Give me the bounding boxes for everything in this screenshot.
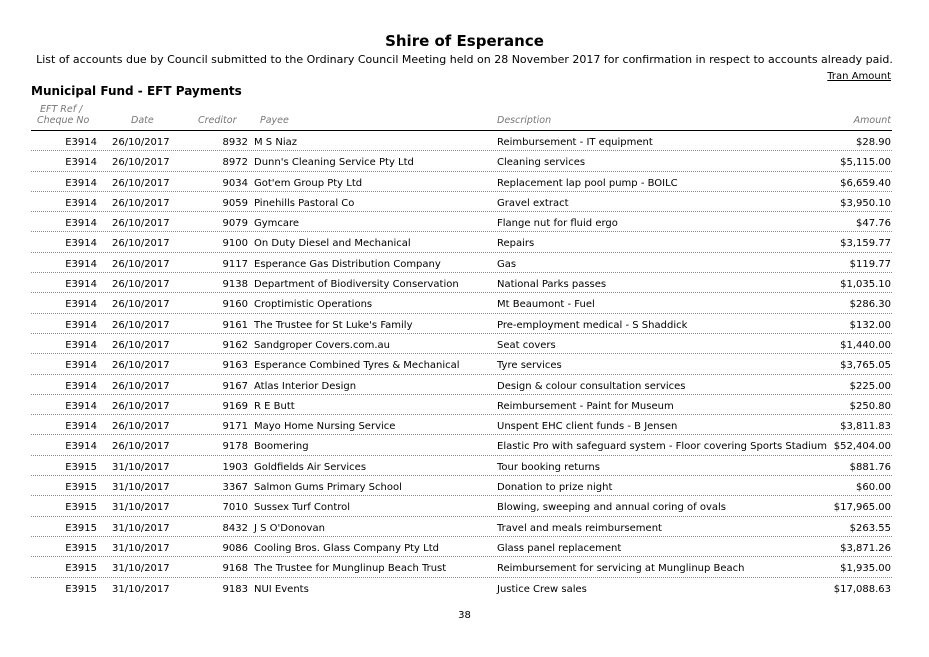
description-cell: National Parks passes (497, 279, 607, 291)
amount-cell: $52,404.00 (833, 441, 891, 453)
amount-cell: $6,659.40 (840, 177, 891, 189)
date-cell: 31/10/2017 (112, 542, 170, 554)
payments-table (0, 132, 929, 599)
date-cell: 26/10/2017 (112, 197, 170, 209)
eft-ref-cell: E3914 (65, 339, 97, 351)
eft-ref-cell: E3915 (65, 482, 97, 494)
amount-cell: $47.76 (856, 218, 891, 230)
amount-cell: $1,035.10 (840, 279, 891, 291)
table-row (0, 579, 929, 599)
description-cell: Replacement lap pool pump - BOILC (497, 177, 678, 189)
amount-cell: $28.90 (856, 137, 891, 148)
creditor-cell: 8972 (222, 157, 248, 169)
description-cell: Repairs (497, 238, 535, 250)
document-subtitle: List of accounts due by Council submitted to the Ordinary Council Meeting held on 28 November 2017 for confirmation in respect to accounts already paid. (36, 53, 893, 66)
table-row (0, 254, 929, 274)
payee-cell: Cooling Bros. Glass Company Pty Ltd (254, 542, 439, 554)
amount-cell: $881.76 (849, 461, 891, 473)
creditor-cell: 9059 (222, 197, 248, 209)
eft-ref-cell: E3915 (65, 583, 97, 595)
date-cell: 31/10/2017 (112, 502, 170, 514)
payee-cell: Dunn's Cleaning Service Pty Ltd (254, 157, 414, 169)
column-header-date: Date (131, 115, 154, 126)
table-row (0, 558, 929, 578)
payee-cell: Atlas Interior Design (254, 380, 357, 392)
amount-cell: $225.00 (849, 380, 891, 392)
amount-cell: $3,871.26 (840, 542, 891, 554)
table-row (0, 416, 929, 436)
column-header-payee: Payee (260, 115, 289, 126)
description-cell: Design & colour consultation services (497, 380, 686, 392)
date-cell: 26/10/2017 (112, 238, 170, 250)
column-header-ref-line2: Cheque No (37, 115, 90, 126)
payee-cell: J S O'Donovan (254, 522, 325, 534)
amount-cell: $286.30 (849, 299, 891, 311)
creditor-cell: 9034 (222, 177, 248, 189)
document-title: Shire of Esperance (385, 32, 544, 50)
creditor-cell: 9162 (222, 339, 248, 351)
table-row (0, 294, 929, 314)
payee-cell: Esperance Gas Distribution Company (254, 258, 441, 270)
description-cell: Reimbursement - IT equipment (497, 137, 653, 148)
date-cell: 31/10/2017 (112, 482, 170, 494)
eft-ref-cell: E3915 (65, 502, 97, 514)
header-rule (31, 130, 892, 131)
description-cell: Reimbursement - Paint for Museum (497, 400, 674, 412)
column-header-creditor: Creditor (198, 115, 237, 126)
creditor-cell: 9168 (222, 563, 248, 575)
amount-cell: $132.00 (849, 319, 891, 331)
column-header-ref-line1: EFT Ref / (40, 104, 83, 115)
eft-ref-cell: E3915 (65, 522, 97, 534)
amount-cell: $3,811.83 (840, 421, 891, 433)
creditor-cell: 9138 (222, 279, 248, 291)
table-row (0, 436, 929, 456)
table-row (0, 193, 929, 213)
table-row (0, 274, 929, 294)
description-cell: Gas (497, 258, 517, 270)
creditor-cell: 9079 (222, 218, 248, 230)
date-cell: 26/10/2017 (112, 157, 170, 169)
payee-cell: Boomering (254, 441, 309, 453)
amount-cell: $3,765.05 (840, 360, 891, 372)
creditor-cell: 9100 (222, 238, 248, 250)
creditor-cell: 9169 (222, 400, 248, 412)
date-cell: 26/10/2017 (112, 360, 170, 372)
date-cell: 26/10/2017 (112, 319, 170, 331)
date-cell: 26/10/2017 (112, 421, 170, 433)
eft-ref-cell: E3914 (65, 421, 97, 433)
eft-ref-cell: E3914 (65, 360, 97, 372)
table-row (0, 355, 929, 375)
payee-cell: The Trustee for Munglinup Beach Trust (254, 563, 447, 575)
creditor-cell: 9117 (222, 258, 248, 270)
amount-cell: $250.80 (849, 400, 891, 412)
creditor-cell: 9160 (222, 299, 248, 311)
table-row (0, 518, 929, 538)
description-cell: Donation to prize night (497, 482, 613, 494)
table-row (0, 173, 929, 193)
creditor-cell: 9171 (222, 421, 248, 433)
amount-cell: $1,440.00 (840, 339, 891, 351)
description-cell: Glass panel replacement (497, 542, 622, 554)
eft-ref-cell: E3914 (65, 299, 97, 311)
creditor-cell: 9161 (222, 319, 248, 331)
table-row (0, 213, 929, 233)
table-row (0, 396, 929, 416)
eft-ref-cell: E3915 (65, 461, 97, 473)
eft-ref-cell: E3915 (65, 542, 97, 554)
amount-cell: $5,115.00 (840, 157, 891, 169)
payee-cell: Sussex Turf Control (254, 502, 351, 514)
table-row (0, 538, 929, 558)
eft-ref-cell: E3914 (65, 157, 97, 169)
payee-cell: Mayo Home Nursing Service (254, 421, 396, 433)
creditor-cell: 3367 (222, 482, 248, 494)
description-cell: Tour booking returns (497, 461, 600, 473)
eft-ref-cell: E3914 (65, 441, 97, 453)
date-cell: 31/10/2017 (112, 583, 170, 595)
payee-cell: The Trustee for St Luke's Family (254, 319, 413, 331)
eft-ref-cell: E3914 (65, 177, 97, 189)
table-row (0, 376, 929, 396)
date-cell: 26/10/2017 (112, 299, 170, 311)
date-cell: 26/10/2017 (112, 279, 170, 291)
table-row (0, 497, 929, 517)
page-number: 38 (458, 610, 471, 621)
date-cell: 26/10/2017 (112, 137, 170, 148)
table-row (0, 152, 929, 172)
description-cell: Unspent EHC client funds - B Jensen (497, 421, 678, 433)
eft-ref-cell: E3914 (65, 400, 97, 412)
payee-cell: NUI Events (254, 583, 309, 595)
payee-cell: Croptimistic Operations (254, 299, 373, 311)
payee-cell: Esperance Combined Tyres & Mechanical (254, 360, 460, 372)
description-cell: Flange nut for fluid ergo (497, 218, 618, 230)
description-cell: Seat covers (497, 339, 556, 351)
description-cell: Blowing, sweeping and annual coring of ovals (497, 502, 726, 514)
payee-cell: Gymcare (254, 218, 300, 230)
amount-cell: $3,159.77 (840, 238, 891, 250)
description-cell: Gravel extract (497, 197, 569, 209)
table-row (0, 477, 929, 497)
eft-ref-cell: E3914 (65, 137, 97, 148)
creditor-cell: 9183 (222, 583, 248, 595)
amount-cell: $3,950.10 (840, 197, 891, 209)
eft-ref-cell: E3914 (65, 218, 97, 230)
amount-cell: $17,965.00 (833, 502, 891, 514)
description-cell: Mt Beaumont - Fuel (497, 299, 595, 311)
date-cell: 26/10/2017 (112, 177, 170, 189)
payee-cell: Sandgroper Covers.com.au (254, 339, 390, 351)
creditor-cell: 7010 (222, 502, 248, 514)
creditor-cell: 8932 (222, 137, 248, 148)
table-row (0, 233, 929, 253)
eft-ref-cell: E3914 (65, 238, 97, 250)
eft-ref-cell: E3914 (65, 319, 97, 331)
payee-cell: Salmon Gums Primary School (254, 482, 402, 494)
amount-cell: $1,935.00 (840, 563, 891, 575)
date-cell: 26/10/2017 (112, 380, 170, 392)
amount-cell: $263.55 (849, 522, 891, 534)
eft-ref-cell: E3914 (65, 197, 97, 209)
payee-cell: Got'em Group Pty Ltd (254, 177, 363, 189)
creditor-cell: 9086 (222, 542, 248, 554)
description-cell: Elastic Pro with safeguard system - Floor covering Sports Stadium (497, 441, 827, 453)
payee-cell: Pinehills Pastoral Co (254, 197, 355, 209)
eft-ref-cell: E3915 (65, 563, 97, 575)
date-cell: 26/10/2017 (112, 441, 170, 453)
creditor-cell: 1903 (222, 461, 248, 473)
payee-cell: Goldfields Air Services (254, 461, 367, 473)
eft-ref-cell: E3914 (65, 279, 97, 291)
creditor-cell: 9178 (222, 441, 248, 453)
column-header-amount: Amount (853, 115, 891, 126)
date-cell: 26/10/2017 (112, 400, 170, 412)
description-cell: Travel and meals reimbursement (497, 522, 662, 534)
tran-amount-label: Tran Amount (827, 71, 891, 82)
description-cell: Justice Crew sales (497, 583, 587, 595)
creditor-cell: 9167 (222, 380, 248, 392)
description-cell: Tyre services (497, 360, 562, 372)
date-cell: 31/10/2017 (112, 522, 170, 534)
payee-cell: M S Niaz (254, 137, 297, 148)
amount-cell: $119.77 (849, 258, 891, 270)
creditor-cell: 9163 (222, 360, 248, 372)
eft-ref-cell: E3914 (65, 380, 97, 392)
section-title: Municipal Fund - EFT Payments (31, 84, 242, 98)
payee-cell: On Duty Diesel and Mechanical (254, 238, 411, 250)
eft-ref-cell: E3914 (65, 258, 97, 270)
table-row (0, 132, 929, 152)
date-cell: 31/10/2017 (112, 461, 170, 473)
description-cell: Pre-employment medical - S Shaddick (497, 319, 688, 331)
creditor-cell: 8432 (222, 522, 248, 534)
table-row (0, 335, 929, 355)
date-cell: 26/10/2017 (112, 258, 170, 270)
date-cell: 26/10/2017 (112, 339, 170, 351)
description-cell: Reimbursement for servicing at Munglinup Beach (497, 563, 745, 575)
table-row (0, 315, 929, 335)
description-cell: Cleaning services (497, 157, 586, 169)
payee-cell: Department of Biodiversity Conservation (254, 279, 459, 291)
column-header-description: Description (497, 115, 552, 126)
date-cell: 31/10/2017 (112, 563, 170, 575)
payee-cell: R E Butt (254, 400, 295, 412)
table-row (0, 457, 929, 477)
amount-cell: $17,088.63 (833, 583, 891, 595)
amount-cell: $60.00 (856, 482, 891, 494)
date-cell: 26/10/2017 (112, 218, 170, 230)
